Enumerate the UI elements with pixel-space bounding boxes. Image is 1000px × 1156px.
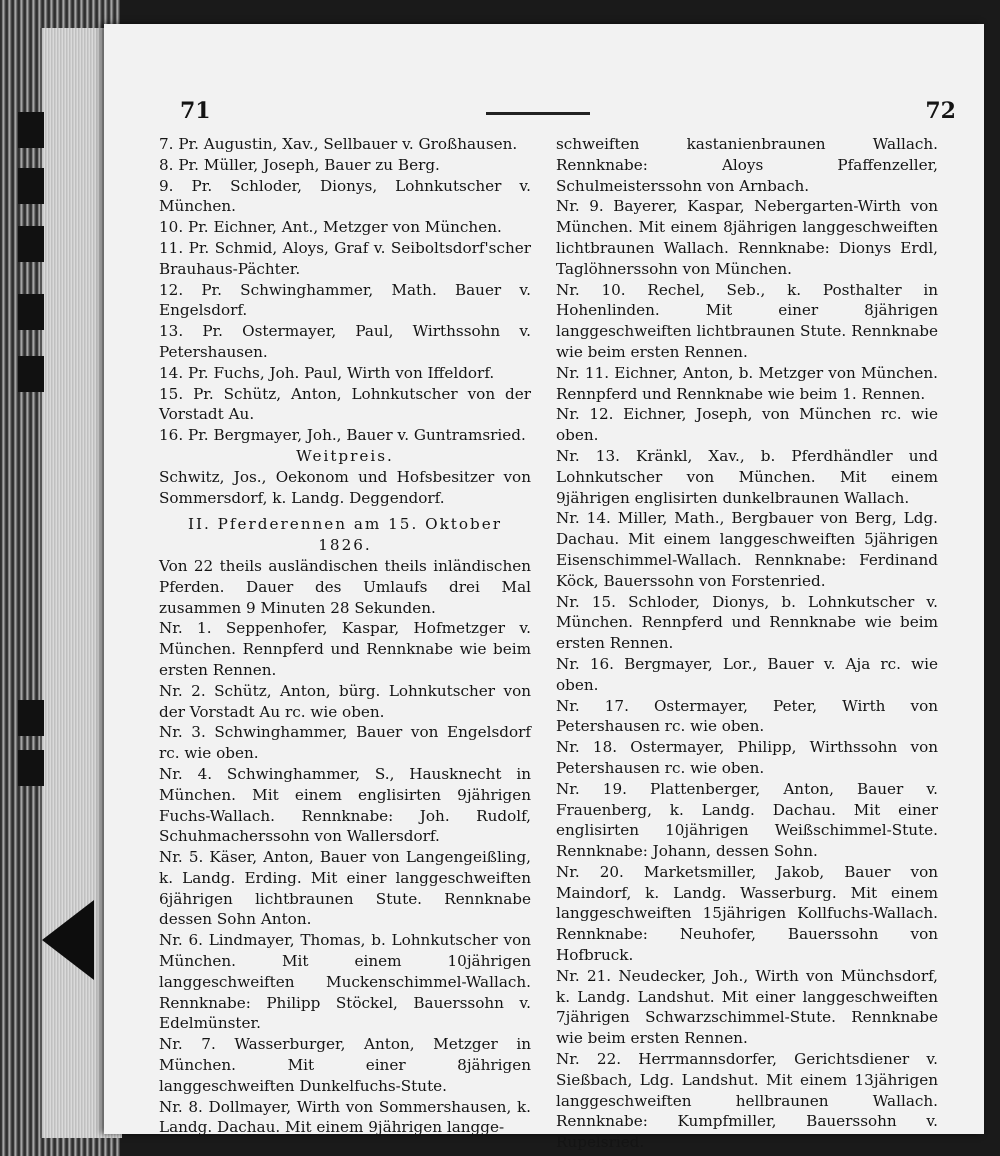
list-item: Nr. 11. Eichner, Anton, b. Metzger von München. Rennpferd und Rennknabe wie beim 1. Rennen.	[556, 363, 938, 403]
list-item: Nr. 17. Ostermayer, Peter, Wirth von Petershausen rc. wie oben.	[556, 696, 938, 736]
paragraph: Von 22 theils ausländischen theils inländischen Pferden. Dauer des Umlaufs drei Mal zusammen 9 Minuten 28 Sekunden.	[159, 556, 531, 617]
section-heading: Weitpreis.	[296, 446, 394, 465]
list-item: Nr. 3. Schwinghammer, Bauer von Engelsdorf rc. wie oben.	[159, 723, 531, 763]
list-item: schweiften kastanienbraunen Wallach. Rennknabe: Aloys Pfaffenzeller, Schulmeisterssohn von Arnbach.	[556, 135, 938, 195]
list-item: Nr. 2. Schütz, Anton, bürg. Lohnkutscher von der Vorstadt Au rc. wie oben.	[159, 681, 531, 721]
list-item: Nr. 18. Ostermayer, Philipp, Wirthssohn von Petershausen rc. wie oben.	[556, 738, 938, 777]
section-heading: II. Pferderennen am 15. Oktober 1826.	[188, 515, 502, 555]
list-item: Nr. 10. Rechel, Seb., k. Posthalter in Hohenlinden. Mit einer 8jährigen langgeschweiften lichtbraunen Stute. Rennknabe wie beim ersten Rennen.	[556, 280, 938, 361]
tab-mark	[18, 700, 44, 736]
list-item: 15. Pr. Schütz, Anton, Lohnkutscher von der Vorstadt Au.	[159, 384, 531, 424]
list-item: Nr. 12. Eichner, Joseph, von München rc. wie oben.	[556, 405, 938, 445]
list-item: 12. Pr. Schwinghammer, Math. Bauer v. Engelsdorf.	[159, 280, 531, 320]
list-item: Nr. 5. Käser, Anton, Bauer von Langengeißling, k. Landg. Erding. Mit einer langgeschweiften 6jährigen lichtbraunen Stute. Rennknabe dessen Sohn Anton.	[159, 848, 531, 929]
list-item: 16. Pr. Bergmayer, Joh., Bauer v. Guntramsried.	[159, 426, 526, 445]
list-item: Nr. 1. Seppenhofer, Kaspar, Hofmetzger v. München. Rennpferd und Rennknabe wie beim ersten Rennen.	[159, 619, 531, 679]
corner-mark	[42, 900, 94, 980]
page-number-left: 71	[180, 98, 211, 124]
list-item: Nr. 4. Schwinghammer, S., Hausknecht in München. Mit einem englisirten 9jährigen Fuchs-Wallach. Rennknabe: Joh. Rudolf, Schuhmacherssohn von Wallersdorf.	[159, 764, 531, 846]
tab-mark	[18, 112, 44, 148]
list-item: Nr. 22. Herrmannsdorfer, Gerichtsdiener v. Sießbach, Ldg. Landshut. Mit einem 13jährigen langgeschweiften hellbraunen Wallach. Rennknabe: Kumpfmiller, Bauerssohn v. Rupelsried.	[556, 1050, 938, 1152]
list-item: 7. Pr. Augustin, Xav., Sellbauer v. Großhausen.	[159, 135, 518, 153]
list-item: 11. Pr. Schmid, Aloys, Graf v. Seiboltsdorf'scher Brauhaus-Pächter.	[159, 238, 531, 278]
book-page	[104, 24, 984, 1152]
tab-mark	[18, 294, 44, 330]
list-item: 9. Pr. Schloder, Dionys, Lohnkutscher v. München.	[159, 176, 531, 216]
tab-mark	[18, 750, 44, 786]
tab-mark	[18, 226, 44, 262]
list-item: Nr. 19. Plattenberger, Anton, Bauer v. Frauenberg, k. Landg. Dachau. Mit einer englisirten 10jährigen Weißschimmel-Stute. Rennknabe: Johann, dessen Sohn.	[556, 779, 938, 861]
list-item: Nr. 14. Miller, Math., Bergbauer von Berg, Ldg. Dachau. Mit einem langgeschweiften 5jährigen Eisenschimmel-Wallach. Rennknabe: Ferdinand Köck, Bauerssohn von Forstenried.	[556, 509, 938, 590]
list-item: Nr. 9. Bayerer, Kaspar, Nebergarten-Wirth von München. Mit einem 8jährigen langgeschweiften lichtbraunen Wallach. Rennknabe: Dionys Erdl, Taglöhnerssohn von München.	[556, 197, 938, 278]
tab-mark	[18, 168, 44, 204]
page-number-right: 72	[925, 98, 956, 124]
list-item: Nr. 21. Neudecker, Joh., Wirth von Münchsdorf, k. Landg. Landshut. Mit einer langgeschweiften 7jährigen Schwarzschimmel-Stute. Rennknabe wie beim ersten Rennen.	[556, 966, 938, 1048]
list-item: Nr. 8. Dollmayer, Wirth von Sommershausen, k. Landg. Dachau. Mit einem 9jährigen langge-	[159, 1097, 531, 1137]
header-rule	[486, 112, 590, 115]
list-item: 14. Pr. Fuchs, Joh. Paul, Wirth von Iffeldorf.	[159, 363, 495, 382]
list-item: 10. Pr. Eichner, Ant., Metzger von München.	[159, 218, 502, 237]
list-item: Nr. 20. Marketsmiller, Jakob, Bauer von Maindorf, k. Landg. Wasserburg. Mit einem langgeschweiften 15jährigen Kollfuchs-Wallach. Rennknabe: Neuhofer, Bauerssohn von Hofbruck.	[556, 862, 938, 965]
list-item: Nr. 7. Wasserburger, Anton, Metzger in München. Mit einer 8jährigen langgeschweiften Dunkelfuchs-Stute.	[159, 1035, 531, 1095]
list-item: Nr. 15. Schloder, Dionys, b. Lohnkutscher v. München. Rennpferd und Rennknabe wie beim ersten Rennen.	[556, 592, 938, 653]
list-item: Nr. 6. Lindmayer, Thomas, b. Lohnkutscher von München. Mit einem 10jährigen langgeschweiften Muckenschimmel-Wallach. Rennknabe: Philipp Stöckel, Bauerssohn v. Edelmünster.	[159, 931, 531, 1033]
list-item: Nr. 16. Bergmayer, Lor., Bauer v. Aja rc. wie oben.	[556, 654, 938, 694]
right-column	[556, 134, 938, 1153]
list-item: Nr. 13. Kränkl, Xav., b. Pferdhändler und Lohnkutscher von München. Mit einem 9jährigen englisirten dunkelbraunen Wallach.	[556, 446, 938, 507]
list-item: 13. Pr. Ostermayer, Paul, Wirthssohn v. Petershausen.	[159, 322, 531, 361]
list-item: Schwitz, Jos., Oekonom und Hofsbesitzer von Sommersdorf, k. Landg. Deggendorf.	[159, 467, 531, 507]
tab-mark	[18, 356, 44, 392]
left-column	[159, 134, 531, 1138]
list-item: 8. Pr. Müller, Joseph, Bauer zu Berg.	[159, 155, 440, 174]
